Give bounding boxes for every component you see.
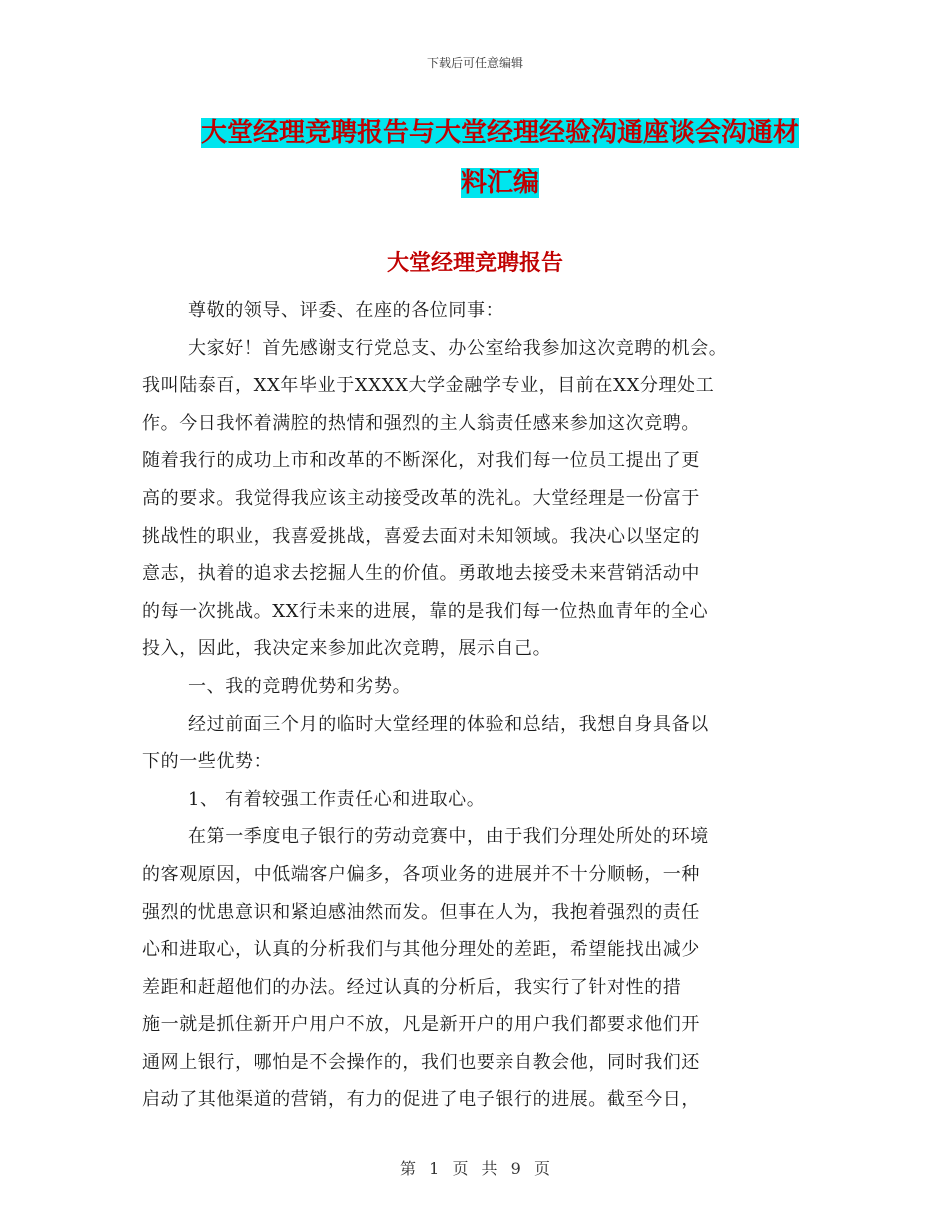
- text-line: 投入，因此，我决定来参加此次竞聘，展示自己。: [142, 638, 552, 660]
- text-line: 意志，执着的追求去挖掘人生的价值。勇敢地去接受未来营销活动中: [142, 563, 700, 585]
- text-line: 差距和赶超他们的办法。经过认真的分析后，我实行了针对性的措: [142, 976, 682, 998]
- text-line: 高的要求。我觉得我应该主动接受改革的洗礼。大堂经理是一份富于: [142, 487, 700, 509]
- body-text: [142, 292, 810, 1119]
- page-footer: [0, 1156, 950, 1179]
- text-line: 通网上银行，哪怕是不会操作的，我们也要亲自教会他，同时我们还: [142, 1051, 700, 1073]
- text-line: 的每一次挑战。XX行未来的进展，靠的是我们每一位热血青年的全心: [142, 600, 709, 622]
- footer-prefix: 第: [400, 1159, 417, 1178]
- document-title: [190, 108, 810, 208]
- section-title: 大堂经理竞聘报告: [386, 251, 563, 276]
- text-line: 尊敬的领导、评委、在座的各位同事：: [188, 300, 505, 321]
- footer-total-word: 共: [481, 1159, 498, 1178]
- text-line: 心和进取心，认真的分析我们与其他分理处的差距，希望能找出减少: [142, 939, 700, 961]
- footer-page-word: 页: [452, 1159, 469, 1178]
- current-page-number: 1: [429, 1159, 440, 1178]
- header-note: 下载后可任意编辑: [426, 56, 523, 70]
- text-line: 作。今日我怀着满腔的热情和强烈的主人翁责任感来参加这次竞聘。: [142, 412, 700, 434]
- text-line: 随着我行的成功上市和改革的不断深化，对我们每一位员工提出了更: [142, 450, 700, 472]
- text-line: 强烈的忧患意识和紧迫感油然而发。但事在人为，我抱着强烈的责任: [142, 901, 700, 923]
- text-line: 挑战性的职业，我喜爱挑战，喜爱去面对未知领域。我决心以坚定的: [142, 525, 700, 547]
- document-title-line-2: 料汇编: [460, 168, 539, 198]
- text-line: 经过前面三个月的临时大堂经理的体验和总结，我想自身具备以: [188, 713, 709, 735]
- footer-suffix: 页: [533, 1159, 550, 1178]
- text-line: 1、 有着较强工作责任心和进取心。: [188, 788, 486, 810]
- document-title-line-1: 大堂经理竞聘报告与大堂经理经验沟通座谈会沟通材: [200, 118, 799, 148]
- text-line: 启动了其他渠道的营销，有力的促进了电子银行的进展。截至今日，: [142, 1089, 700, 1111]
- text-line: 的客观原因，中低端客户偏多，各项业务的进展并不十分顺畅，一种: [142, 863, 700, 885]
- text-line: 一、我的竞聘优势和劣势。: [188, 675, 412, 697]
- text-line: 我叫陆泰百，XX年毕业于XXXX大学金融学专业，目前在XX分理处工: [142, 375, 715, 397]
- text-line: 下的一些优势：: [142, 751, 273, 773]
- text-line: 大家好！首先感谢支行党总支、办公室给我参加这次竞聘的机会。: [188, 337, 728, 359]
- text-line: 在第一季度电子银行的劳动竞赛中，由于我们分理处所处的环境: [188, 826, 709, 848]
- total-pages-number: 9: [510, 1159, 521, 1178]
- text-line: 施一就是抓住新开户用户不放，凡是新开户的用户我们都要求他们开: [142, 1014, 700, 1036]
